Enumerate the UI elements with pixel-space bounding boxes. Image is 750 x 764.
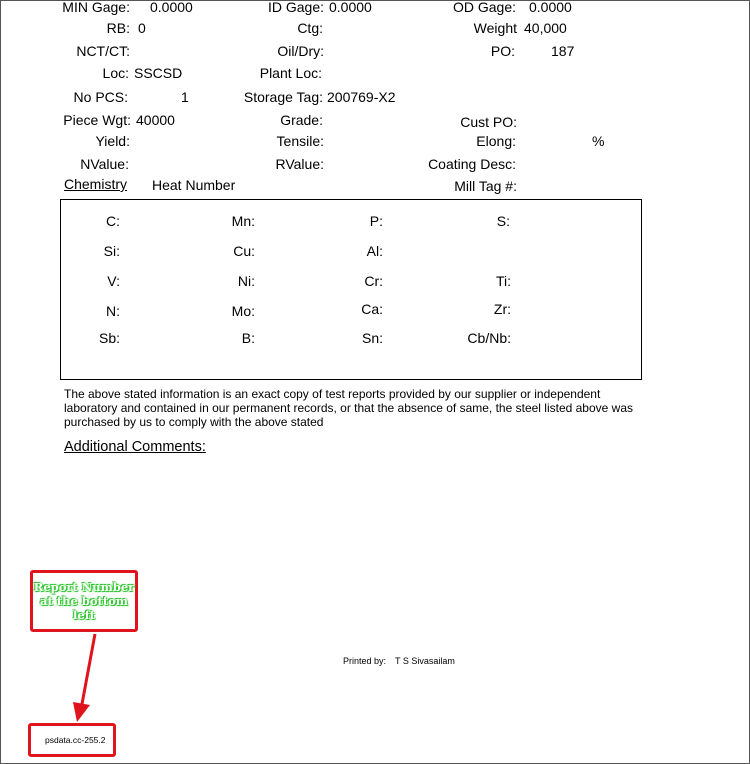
chem-s-label: S:	[496, 213, 510, 229]
no-pcs-label: No PCS:	[73, 89, 128, 105]
chem-c-label: C:	[106, 213, 120, 229]
oil-dry-label: Oil/Dry:	[277, 43, 324, 59]
piece-wgt-value: 40000	[136, 112, 175, 128]
chem-sb-label: Sb:	[98, 330, 120, 346]
chem-sn-label: Sn:	[361, 330, 383, 346]
id-gage-value: 0.0000	[329, 0, 372, 15]
po-value: 187	[551, 43, 575, 59]
chem-cbnb-label: Cb/Nb:	[467, 330, 511, 346]
chem-mo-label: Mo:	[231, 303, 255, 319]
chemistry-heading: Chemistry	[64, 176, 128, 192]
rb-value: 0	[138, 20, 146, 36]
chem-p-label: P:	[369, 213, 383, 229]
heat-number-label: Heat Number	[152, 177, 236, 193]
od-gage-value: 0.0000	[529, 0, 572, 15]
chem-ti-label: Ti:	[495, 273, 511, 289]
piece-wgt-label: Piece Wgt:	[63, 112, 131, 128]
loc-value: SSCSD	[134, 65, 183, 81]
annotation-callout-text: Report Number at the bottom left	[33, 580, 135, 622]
report-number: psdata.cc-255.2	[45, 735, 106, 745]
chem-cr-label: Cr:	[364, 273, 383, 289]
chem-ca-label: Ca:	[361, 301, 383, 317]
storage-tag-value: 200769-X2	[327, 89, 396, 105]
yield-label: Yield:	[95, 133, 130, 149]
chem-v-label: V:	[107, 273, 120, 289]
chem-ni-label: Ni:	[237, 273, 255, 289]
weight-label: Weight	[473, 20, 517, 36]
chem-b-label: B:	[241, 330, 255, 346]
additional-comments-heading: Additional Comments:	[64, 439, 206, 455]
min-gage-value: 0.0000	[150, 0, 193, 15]
chem-cu-label: Cu:	[233, 243, 255, 259]
elong-label: Elong:	[476, 133, 516, 149]
certification-statement: The above stated information is an exact copy of test reports provided by our supplier or independent laboratory and contained in our permanent records, or that the absence of same, the steel listed above was purchased by us to comply with the above stated	[64, 387, 634, 429]
od-gage-label: OD Gage:	[452, 0, 516, 15]
mill-tag-label: Mill Tag #:	[454, 178, 517, 194]
min-gage-label: MIN Gage:	[62, 0, 130, 15]
chem-mn-label: Mn:	[231, 213, 255, 229]
elong-unit: %	[592, 133, 605, 149]
weight-value: 40,000	[524, 20, 567, 36]
nct-ct-label: NCT/CT:	[76, 43, 130, 59]
printed-by-label: Printed by:	[343, 656, 387, 666]
nvalue-label: NValue:	[80, 156, 129, 172]
chem-zr-label: Zr:	[493, 301, 511, 317]
plant-loc-label: Plant Loc:	[259, 65, 322, 81]
cust-po-label: Cust PO:	[460, 114, 517, 130]
rvalue-label: RValue:	[275, 156, 324, 172]
tensile-label: Tensile:	[276, 133, 324, 149]
po-label: PO:	[490, 43, 515, 59]
ctg-label: Ctg:	[297, 20, 323, 36]
grade-label: Grade:	[280, 112, 323, 128]
storage-tag-label: Storage Tag:	[243, 89, 323, 105]
chem-al-label: Al:	[366, 243, 383, 259]
rb-label: RB:	[106, 20, 130, 36]
chem-n-label: N:	[106, 303, 120, 319]
coating-desc-label: Coating Desc:	[428, 156, 516, 172]
printed-by-value: T S Sivasailam	[395, 656, 455, 666]
chem-si-label: Si:	[103, 243, 120, 259]
no-pcs-value: 1	[181, 89, 189, 105]
loc-label: Loc:	[102, 65, 129, 81]
id-gage-label: ID Gage:	[267, 0, 324, 15]
